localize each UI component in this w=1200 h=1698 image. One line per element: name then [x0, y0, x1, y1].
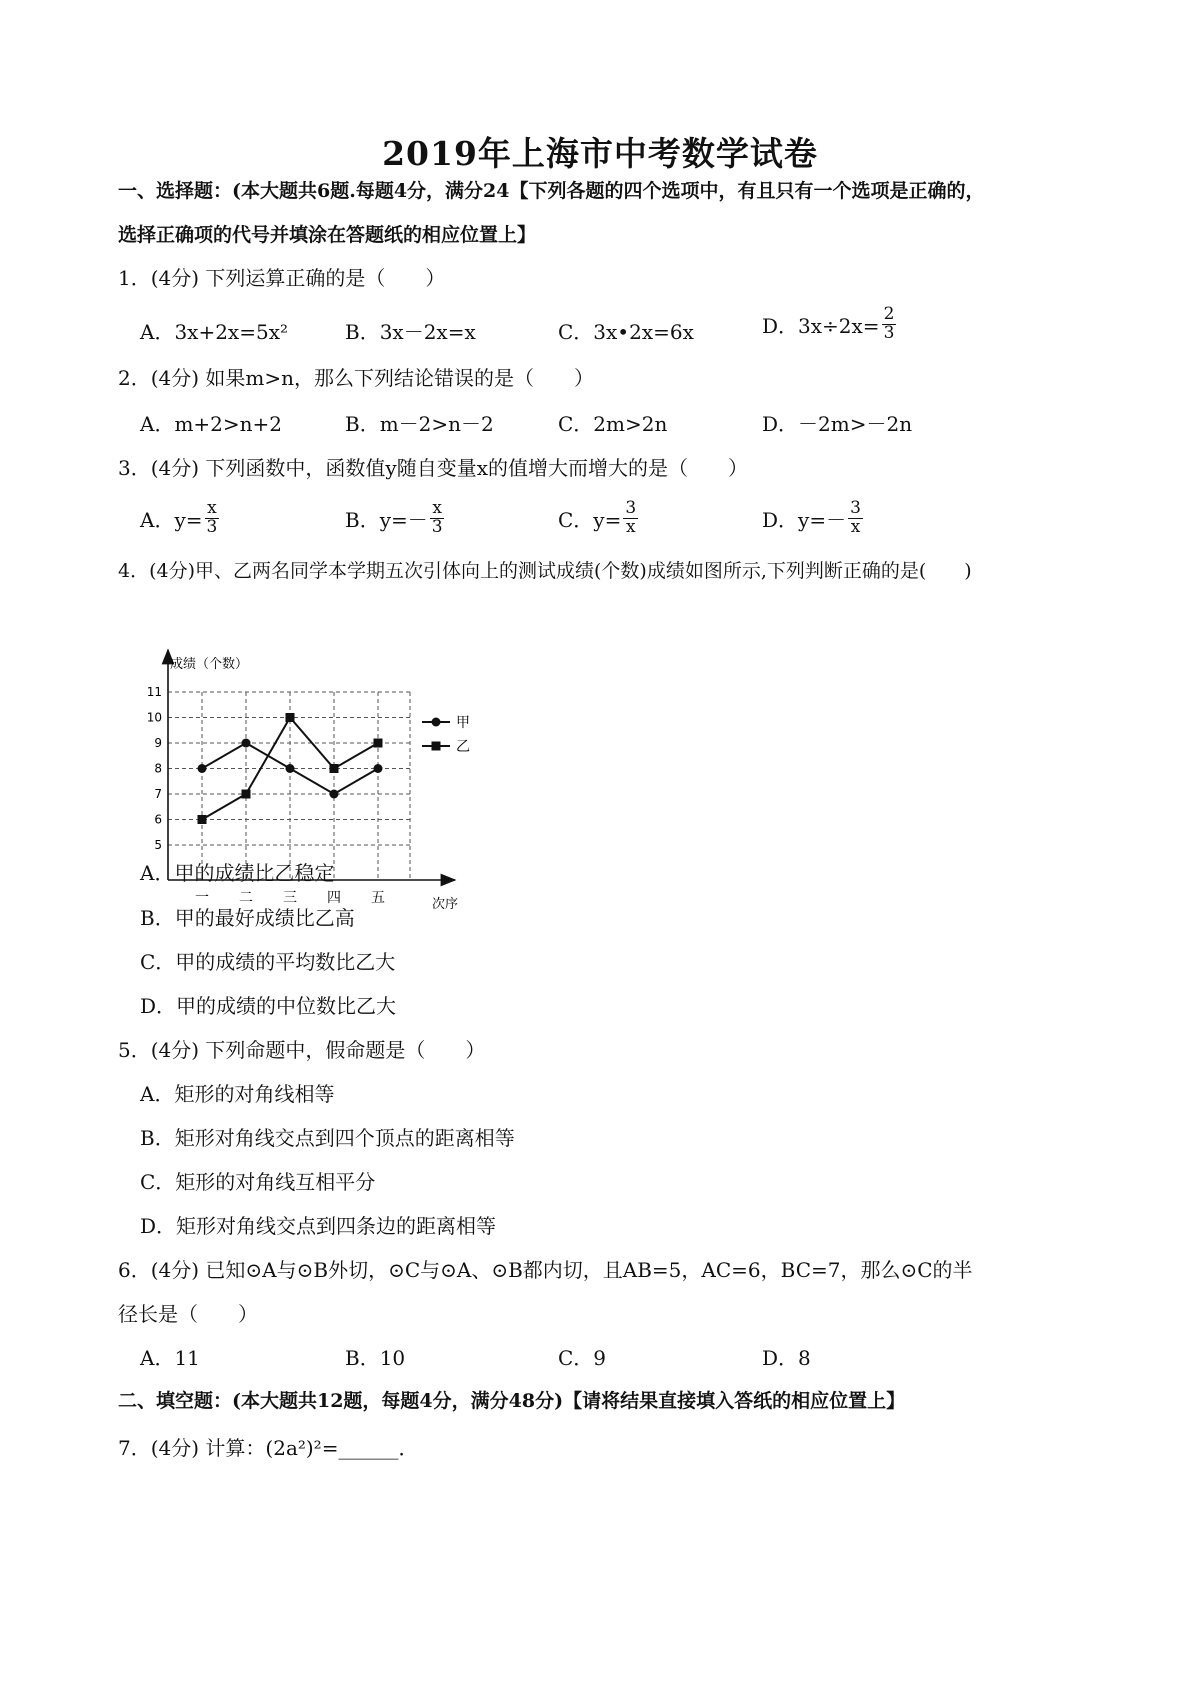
- question-1-option-d-fraction: [882, 306, 897, 343]
- legend-marker: [432, 718, 441, 727]
- question-6-option-a: A．11: [140, 1346, 200, 1370]
- question-6-option-c: C．9: [558, 1346, 607, 1370]
- y-tick-label: 9: [154, 736, 162, 750]
- question-1-stem: 1．(4分) 下列运算正确的是（ ）: [118, 266, 446, 290]
- legend-label: 乙: [456, 739, 470, 755]
- question-2-option-a: A．m+2>n+2: [140, 412, 283, 436]
- x-axis-label: 次序: [432, 897, 459, 910]
- question-2-stem: 2．(4分) 如果m>n，那么下列结论错误的是（ ）: [118, 366, 595, 390]
- series-point-乙: [198, 815, 207, 824]
- question-3-option-c-fraction: [623, 500, 638, 537]
- x-tick-label: 五: [371, 890, 385, 906]
- x-tick-label: 三: [283, 890, 297, 906]
- series-point-乙: [242, 790, 251, 799]
- fraction-denominator: x: [625, 516, 636, 537]
- question-4-option-c: C．甲的成绩的平均数比乙大: [140, 950, 396, 974]
- series-point-乙: [330, 764, 339, 773]
- question-4-option-a: A．甲的成绩比乙稳定: [140, 861, 335, 885]
- legend-label: 甲: [456, 715, 470, 731]
- question-1-option-c: C．3x•2x=6x: [558, 320, 694, 344]
- question-3-stem: 3．(4分) 下列函数中，函数值y随自变量x的值增大而增大的是（ ）: [118, 456, 748, 480]
- question-3-option-b: [345, 500, 447, 537]
- section2-heading: 二、填空题：(本大题共12题，每题4分，满分48分)【请将结果直接填入答纸的相应位置上】: [118, 1390, 906, 1412]
- fraction-denominator: x: [850, 516, 861, 537]
- question-5-option-c: C．矩形的对角线互相平分: [140, 1170, 376, 1194]
- series-point-甲: [374, 764, 383, 773]
- legend-marker: [432, 742, 441, 751]
- question-3-option-d-label: D．y=－: [762, 507, 847, 532]
- question-3-option-b-fraction: [430, 500, 445, 537]
- question-6-option-d: D．8: [762, 1346, 811, 1370]
- chart-legend: [422, 715, 470, 755]
- series-point-甲: [242, 739, 251, 748]
- fraction-numerator: 3: [625, 498, 637, 518]
- fraction-numerator: 3: [850, 498, 861, 518]
- question-2-option-d: D．－2m>－2n: [762, 412, 913, 436]
- y-tick-label: 6: [154, 812, 162, 827]
- y-tick-label: 5: [154, 838, 162, 852]
- question-1-option-d: [762, 306, 898, 343]
- question-1-option-d-label: D．3x÷2x=: [762, 313, 880, 338]
- fraction-numerator: 2: [883, 304, 895, 324]
- question-2-option-b: B．m－2>n－2: [345, 412, 494, 436]
- question-5-option-a: A．矩形的对角线相等: [140, 1082, 335, 1106]
- question-4-option-d: D．甲的成绩的中位数比乙大: [140, 994, 397, 1018]
- fraction-denominator: 3: [883, 322, 895, 343]
- question-1-option-b: B．3x－2x=x: [345, 320, 476, 344]
- page-title: 2019年上海市中考数学试卷: [382, 134, 818, 173]
- series-point-乙: [374, 739, 383, 748]
- question-3-option-a-fraction: [205, 500, 220, 537]
- fraction-denominator: 3: [431, 516, 443, 537]
- fraction-denominator: 3: [206, 516, 218, 537]
- y-tick-label: 11: [146, 685, 162, 699]
- question-4-option-b: B．甲的最好成绩比乙高: [140, 906, 355, 930]
- fraction-numerator: x: [432, 498, 442, 518]
- question-6-stem-line2: 径长是（ ）: [118, 1302, 258, 1326]
- question-7-stem: 7．(4分) 计算：(2a²)²=______．: [118, 1436, 419, 1460]
- y-tick-label: 7: [154, 787, 162, 801]
- question-6-option-b: B．10: [345, 1346, 406, 1370]
- question-2-option-c: C．2m>2n: [558, 412, 668, 436]
- question-3-option-a-label: A．y=: [140, 507, 203, 532]
- question-4-stem: 4．(4分)甲、乙两名同学本学期五次引体向上的测试成绩(个数)成绩如图所示,下列判断正确的是( ): [118, 560, 972, 582]
- question-3-option-d-fraction: [848, 500, 863, 537]
- y-tick-label: 8: [154, 761, 162, 776]
- section1-heading-line2: 选择正确项的代号并填涂在答题纸的相应位置上】: [118, 224, 537, 246]
- question-6-stem-line1: 6．(4分) 已知⊙A与⊙B外切，⊙C与⊙A、⊙B都内切，且AB=5，AC=6，BC=7，那么⊙C的半: [118, 1258, 973, 1282]
- x-tick-label: 一: [195, 890, 209, 906]
- question-3-option-b-label: B．y=－: [345, 507, 428, 532]
- section1-heading-line1: 一、选择题：(本大题共6题.每题4分，满分24【下列各题的四个选项中，有且只有一个选项是正确的，: [118, 180, 985, 202]
- series-point-甲: [198, 764, 207, 773]
- question-3-option-a: [140, 500, 221, 537]
- question-3-option-c-label: C．y=: [558, 507, 622, 532]
- question-5-option-b: B．矩形对角线交点到四个顶点的距离相等: [140, 1126, 515, 1150]
- y-axis-label: 成绩（个数）: [170, 657, 249, 672]
- x-tick-label: 二: [239, 890, 253, 906]
- series-point-甲: [330, 790, 339, 799]
- question-5-stem: 5．(4分) 下列命题中，假命题是（ ）: [118, 1038, 486, 1062]
- question-3-option-d: [762, 500, 865, 537]
- question-5-option-d: D．矩形对角线交点到四条边的距离相等: [140, 1214, 497, 1238]
- fraction-numerator: x: [207, 498, 217, 518]
- question-3-option-c: [558, 500, 640, 537]
- x-tick-label: 四: [327, 890, 341, 906]
- y-tick-labels: [147, 685, 162, 852]
- series-point-乙: [286, 713, 295, 722]
- series-point-甲: [286, 764, 295, 773]
- y-tick-label: 10: [146, 710, 162, 725]
- question-1-option-a: A．3x+2x=5x²: [140, 320, 288, 344]
